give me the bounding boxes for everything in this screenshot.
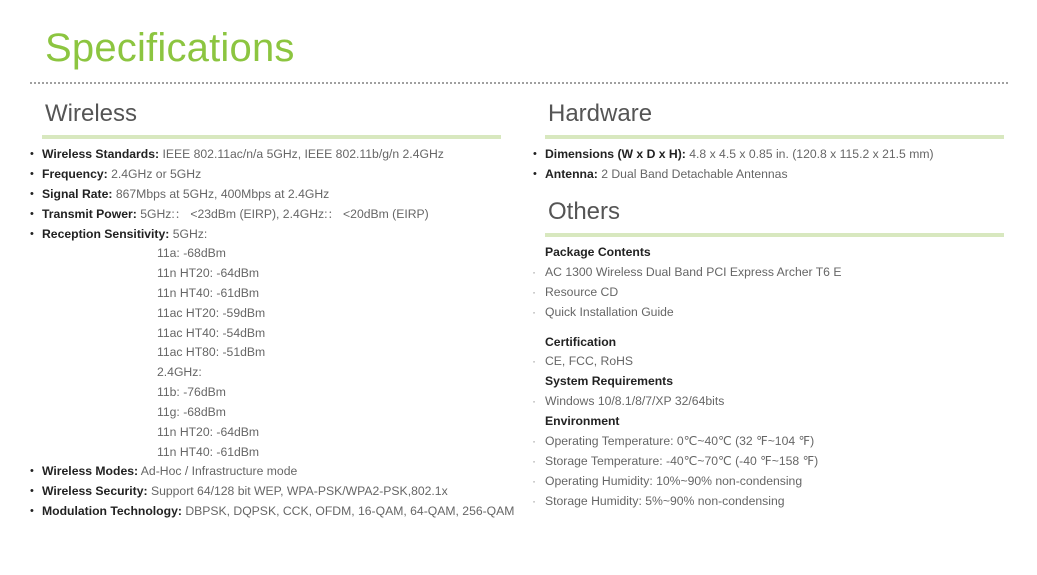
spec-label: Dimensions (W x D x H): xyxy=(545,147,686,161)
section-bar-hardware xyxy=(545,135,1004,139)
spec-item xyxy=(30,205,444,225)
spec-label: Signal Rate: xyxy=(42,186,113,201)
dotted-divider xyxy=(30,82,1008,84)
package-item: · Resource CD xyxy=(530,283,1010,303)
spec-value: 5GHz: xyxy=(172,226,208,241)
section-title-hardware: Hardware xyxy=(548,100,653,127)
spec-value: 2.4GHz or 5GHz xyxy=(111,166,202,181)
spec-value: 5GHz:： <23dBm (EIRP), 2.4GHz:： <20dBm (EIRP) xyxy=(140,206,429,221)
spec-item xyxy=(30,145,444,165)
wireless-spec-list-continued xyxy=(30,462,514,522)
system-requirement-item: · Windows 10/8.1/8/7/XP 32/64bits xyxy=(530,392,1010,412)
spec-label: Wireless Modes: xyxy=(42,464,139,478)
spec-label: Wireless Standards: xyxy=(42,147,160,161)
page-title: Specifications xyxy=(45,26,295,70)
package-item: · Quick Installation Guide xyxy=(530,303,1010,323)
spec-item xyxy=(30,225,444,245)
wireless-spec-list xyxy=(30,145,444,244)
sensitivity-item: 11n HT40: -61dBm xyxy=(157,285,260,300)
spec-value: 4.8 x 4.5 x 0.85 in. (120.8 x 115.2 x 21.5 mm) xyxy=(689,147,934,161)
others-spec-block xyxy=(530,243,1010,512)
certification-item: · CE, FCC, RoHS xyxy=(530,352,1010,372)
sensitivity-item: 11n HT20: -64dBm xyxy=(157,425,260,440)
sensitivity-item: 11g: -68dBm xyxy=(157,405,226,420)
spec-value: DBPSK, DQPSK, CCK, OFDM, 16-QAM, 64-QAM, 256-QAM xyxy=(185,503,515,518)
section-title-others: Others xyxy=(548,198,621,225)
sensitivity-item: 11ac HT40: -54dBm xyxy=(157,325,266,340)
environment-item: · Storage Humidity: 5%~90% non-condensing xyxy=(530,492,1010,512)
spec-value: Support 64/128 bit WEP, WPA-PSK/WPA2-PSK,802.1x xyxy=(150,483,448,498)
spec-label: Wireless Security: xyxy=(42,483,148,498)
section-bar-others xyxy=(545,233,1004,237)
group-heading-environment: Environment xyxy=(545,414,620,429)
sensitivity-item: 11b: -76dBm xyxy=(157,385,226,400)
spec-item xyxy=(30,502,514,522)
spec-value: IEEE 802.11ac/n/a 5GHz, IEEE 802.11b/g/n 2.4GHz xyxy=(162,147,444,161)
spec-label: Frequency: xyxy=(42,166,108,181)
sensitivity-item: 11n HT40: -61dBm xyxy=(157,444,260,459)
spec-item xyxy=(30,165,444,185)
spec-item xyxy=(533,165,934,185)
sensitivity-item: 11n HT20: -64dBm xyxy=(157,265,260,280)
sensitivity-item: 11a: -68dBm xyxy=(157,246,226,260)
spec-item xyxy=(533,145,934,165)
environment-item: · Storage Temperature: -40℃~70℃ (-40 ℉~158 ℉) xyxy=(530,452,1010,472)
spec-label: Modulation Technology: xyxy=(42,503,182,518)
section-bar-wireless xyxy=(42,135,501,139)
group-heading-package-contents: Package Contents xyxy=(545,245,651,259)
package-item: · AC 1300 Wireless Dual Band PCI Express Archer T6 E xyxy=(530,263,1010,283)
environment-item: · Operating Temperature: 0℃~40℃ (32 ℉~104 ℉) xyxy=(530,432,1010,452)
environment-item: · Operating Humidity: 10%~90% non-condensing xyxy=(530,472,1010,492)
hardware-spec-list xyxy=(533,145,934,185)
spec-value: 2 Dual Band Detachable Antennas xyxy=(601,166,788,181)
group-heading-system-requirements: System Requirements xyxy=(545,374,674,389)
spec-item xyxy=(30,185,444,205)
sensitivity-item: 2.4GHz: xyxy=(157,365,202,380)
spec-item xyxy=(30,482,514,502)
sensitivity-list xyxy=(157,244,265,463)
spec-value: 867Mbps at 5GHz, 400Mbps at 2.4GHz xyxy=(115,186,330,201)
spec-label: Transmit Power: xyxy=(42,206,137,221)
section-title-wireless: Wireless xyxy=(45,100,138,127)
sensitivity-item: 11ac HT80: -51dBm xyxy=(157,345,266,360)
spec-label: Reception Sensitivity: xyxy=(42,226,170,241)
spec-value: Ad-Hoc / Infrastructure mode xyxy=(140,464,298,478)
sensitivity-item: 11ac HT20: -59dBm xyxy=(157,305,266,320)
spec-label: Antenna: xyxy=(545,166,598,181)
group-heading-certification: Certification xyxy=(545,334,617,349)
spec-item xyxy=(30,462,514,482)
